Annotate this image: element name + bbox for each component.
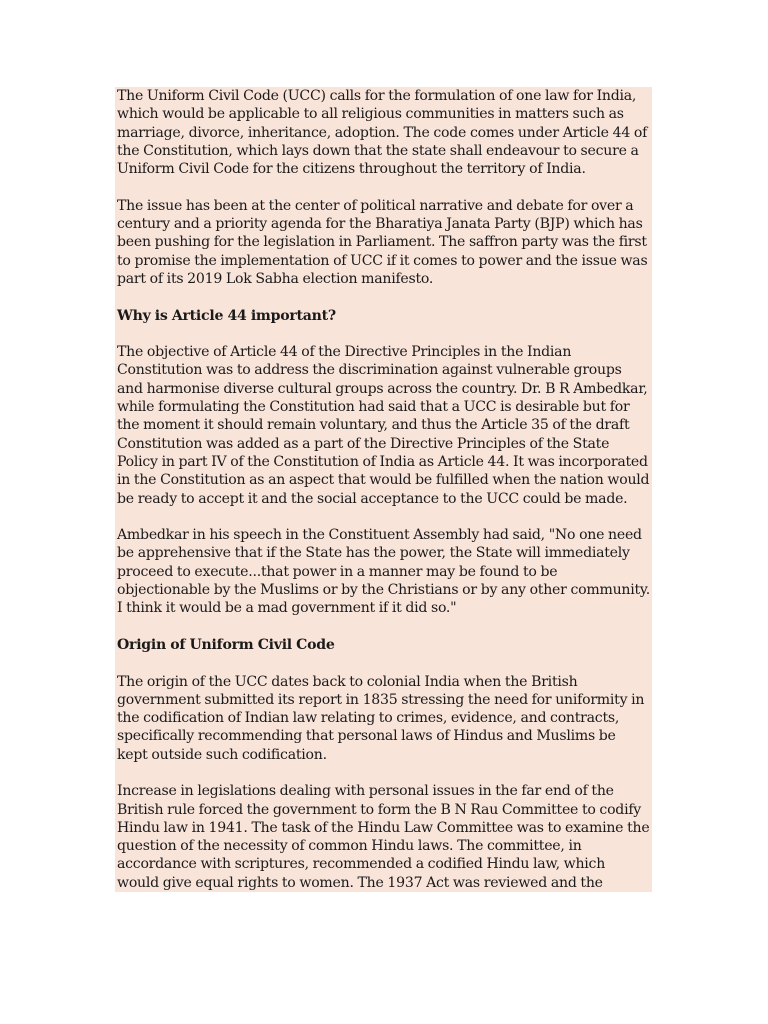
paragraph-political-narrative: The issue has been at the center of political narrative and debate for over a century and a priority agenda for the Bharatiya Janata Party (BJP) which has been pushing for the legislation in Parliament. The saffron party was the first to promise the implementation of UCC if it comes to power and the issue was part of its 2019 Lok Sabha election manifesto.: [115, 197, 652, 288]
paragraph-gap: [115, 288, 652, 306]
paragraph-article-44-objective: The objective of Article 44 of the Directive Principles in the Indian Constitution was to address the discrimination against vulnerable groups and harmonise diverse cultural groups across the country. Dr. B R Ambedkar, while formulating the Constitution had said that a UCC is desirable but for the moment it should remain voluntary, and thus the Article 35 of the draft Constitution was added as a part of the Directive Principles of the State Policy in part IV of the Constitution of India as Article 44. It was incorporated in the Constitution as an aspect that would be fulfilled when the nation would be ready to accept it and the social acceptance to the UCC could be made.: [115, 343, 652, 508]
paragraph-ambedkar-quote: Ambedkar in his speech in the Constituent Assembly had said, "No one need be apprehensive that if the State has the power, the State will immediately proceed to execute...that power in a manner may be found to be objectionable by the Muslims or by the Christians or by any other community. I think it would be a mad government if it did so.": [115, 526, 652, 617]
paragraph-gap: [115, 325, 652, 343]
heading-article-44-importance: Why is Article 44 important?: [115, 307, 652, 325]
paragraph-gap: [115, 764, 652, 782]
article-body: [115, 87, 652, 892]
paragraph-colonial-origin: The origin of the UCC dates back to colonial India when the British government submitted its report in 1835 stressing the need for uniformity in the codification of Indian law relating to crimes, evidence, and contracts, specifically recommending that personal laws of Hindus and Muslims be kept outside such codification.: [115, 673, 652, 764]
paragraph-gap: [115, 618, 652, 636]
heading-ucc-origin: Origin of Uniform Civil Code: [115, 636, 652, 654]
paragraph-gap: [115, 178, 652, 196]
paragraph-gap: [115, 508, 652, 526]
paragraph-ucc-intro: The Uniform Civil Code (UCC) calls for the formulation of one law for India, which would be applicable to all religious communities in matters such as marriage, divorce, inheritance, adoption. The code comes under Article 44 of the Constitution, which lays down that the state shall endeavour to secure a Uniform Civil Code for the citizens throughout the territory of India.: [115, 87, 652, 178]
paragraph-gap: [115, 654, 652, 672]
paragraph-rau-committee: Increase in legislations dealing with personal issues in the far end of the British rule forced the government to form the B N Rau Committee to codify Hindu law in 1941. The task of the Hindu Law Committee was to examine the question of the necessity of common Hindu laws. The committee, in accordance with scriptures, recommended a codified Hindu law, which would give equal rights to women. The 1937 Act was reviewed and the: [115, 782, 652, 892]
